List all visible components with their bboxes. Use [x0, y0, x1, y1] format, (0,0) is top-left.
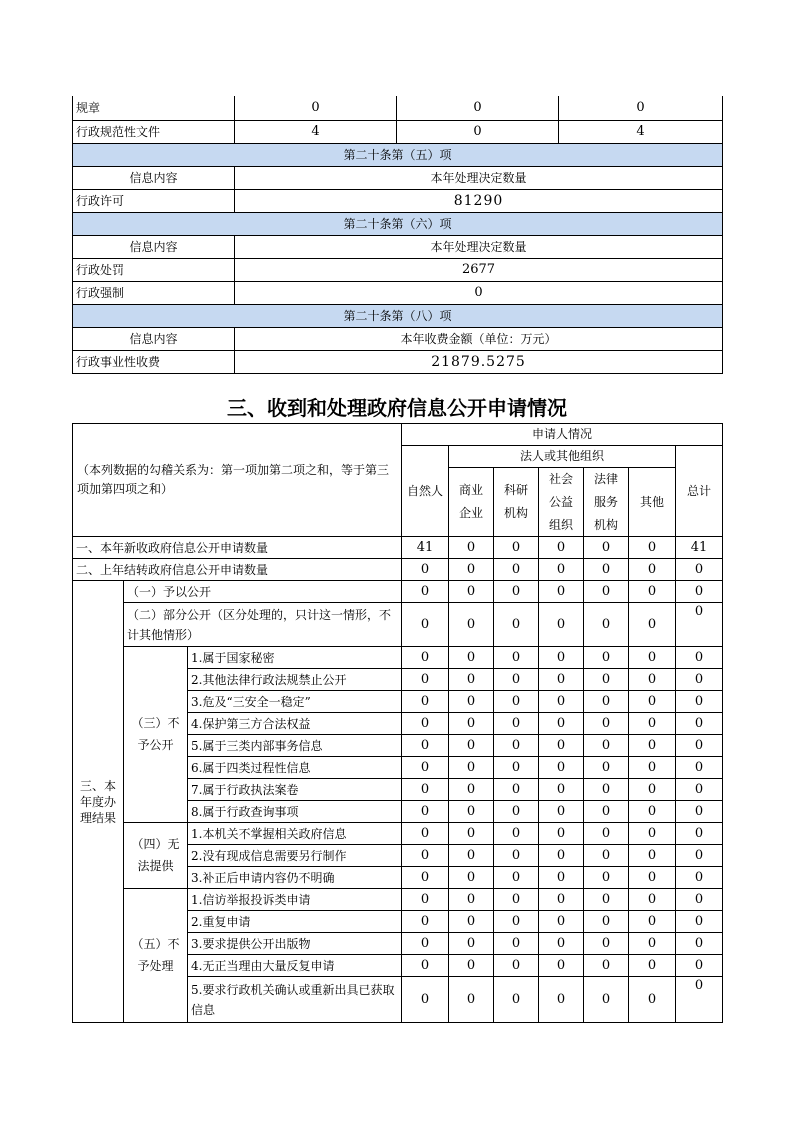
- cell-value: 0: [676, 669, 723, 691]
- cell-value: 0: [449, 955, 494, 977]
- table-row: [73, 259, 723, 282]
- row-label: 2.其他法律行政法规禁止公开: [188, 669, 402, 691]
- header-row: [73, 424, 723, 446]
- row-label: 8.属于行政查询事项: [188, 801, 402, 823]
- cell-value: 0: [676, 713, 723, 735]
- column-header: 信息内容: [73, 328, 235, 351]
- row-label: 行政强制: [73, 282, 235, 305]
- cell-value: 0: [235, 96, 397, 121]
- cell-value: 21879.5275: [235, 351, 723, 374]
- cell-value: 0: [494, 801, 539, 823]
- cell-value: 0: [584, 801, 629, 823]
- applicant-header: 申请人情况: [402, 424, 723, 446]
- cell-value: 0: [494, 779, 539, 801]
- cell-value: 0: [539, 581, 584, 603]
- cell-value: 0: [402, 559, 449, 581]
- cell-value: 0: [584, 889, 629, 911]
- cell-value: 0: [494, 867, 539, 889]
- col-social: 社会公益组织: [539, 468, 584, 537]
- cell-value: 0: [494, 977, 539, 1023]
- group-3-5-label: （五）不予处理: [124, 889, 188, 1023]
- cell-value: 0: [449, 647, 494, 669]
- cell-value: 0: [629, 537, 676, 559]
- cell-value: 0: [449, 713, 494, 735]
- row-label: 4.无正当理由大量反复申请: [188, 955, 402, 977]
- cell-value: 0: [584, 647, 629, 669]
- balance-note: （本列数据的勾稽关系为：第一项加第二项之和，等于第三项加第四项之和）: [73, 424, 402, 537]
- cell-value: 0: [676, 559, 723, 581]
- row-label: 2.重复申请: [188, 911, 402, 933]
- cell-value: 0: [676, 933, 723, 955]
- cell-value: 0: [539, 801, 584, 823]
- cell-value: 0: [449, 691, 494, 713]
- cell-value: 0: [584, 735, 629, 757]
- table-row: [73, 581, 723, 603]
- cell-value: 0: [494, 757, 539, 779]
- row-label: （二）部分公开（区分处理的，只计这一情形，不计其他情形）: [124, 603, 402, 647]
- cell-value: 0: [494, 691, 539, 713]
- row-label: 3.危及“三安全一稳定”: [188, 691, 402, 713]
- cell-value: 0: [449, 845, 494, 867]
- cell-value: 0: [539, 559, 584, 581]
- cell-value: 0: [539, 713, 584, 735]
- cell-value: 0: [402, 955, 449, 977]
- column-header: 本年处理决定数量: [235, 236, 723, 259]
- table-row: [73, 190, 723, 213]
- cell-value: 0: [402, 691, 449, 713]
- table-row: [73, 889, 723, 911]
- cell-value: 0: [539, 757, 584, 779]
- cell-value: 0: [539, 691, 584, 713]
- cell-value: 0: [449, 801, 494, 823]
- row-label: 一、本年新收政府信息公开申请数量: [73, 537, 402, 559]
- cell-value: 0: [676, 779, 723, 801]
- cell-value: 0: [402, 845, 449, 867]
- table-row: [73, 647, 723, 669]
- cell-value: 0: [449, 889, 494, 911]
- column-header-row: [73, 328, 723, 351]
- cell-value: 41: [402, 537, 449, 559]
- cell-value: 0: [584, 559, 629, 581]
- cell-value: 4: [235, 121, 397, 144]
- cell-value: 0: [559, 96, 723, 121]
- cell-value: 0: [494, 933, 539, 955]
- row-label: 1.属于国家秘密: [188, 647, 402, 669]
- cell-value: 0: [494, 955, 539, 977]
- cell-value: 0: [449, 779, 494, 801]
- cell-value: 0: [629, 911, 676, 933]
- cell-value: 0: [494, 845, 539, 867]
- cell-value: 0: [539, 867, 584, 889]
- row-label: 规章: [73, 96, 235, 121]
- cell-value: 0: [629, 647, 676, 669]
- cell-value: 0: [584, 581, 629, 603]
- row-label: 行政处罚: [73, 259, 235, 282]
- cell-value: 0: [539, 647, 584, 669]
- cell-value: 0: [539, 537, 584, 559]
- cell-value: 0: [539, 735, 584, 757]
- cell-value: 0: [676, 955, 723, 977]
- cell-value: 0: [629, 889, 676, 911]
- cell-value: 0: [402, 823, 449, 845]
- row-label: 7.属于行政执法案卷: [188, 779, 402, 801]
- table-row: [73, 823, 723, 845]
- cell-value: 0: [584, 911, 629, 933]
- cell-value: 0: [676, 801, 723, 823]
- cell-value: 0: [676, 735, 723, 757]
- cell-value: 0: [494, 581, 539, 603]
- article-8-title: 第二十条第（八）项: [73, 305, 723, 328]
- col-business: 商业企业: [449, 468, 494, 537]
- column-header: 本年收费金额（单位：万元）: [235, 328, 723, 351]
- cell-value: 0: [402, 801, 449, 823]
- group-3-4-label: （四）无法提供: [124, 823, 188, 889]
- cell-value: 0: [402, 669, 449, 691]
- table-row: [73, 121, 723, 144]
- cell-value: 0: [584, 977, 629, 1023]
- cell-value: 0: [629, 581, 676, 603]
- col-research: 科研机构: [494, 468, 539, 537]
- cell-value: 0: [629, 559, 676, 581]
- cell-value: 0: [449, 537, 494, 559]
- cell-value: 0: [402, 867, 449, 889]
- disclosure-stats-table: [72, 96, 723, 374]
- cell-value: 0: [449, 603, 494, 647]
- cell-value: 41: [676, 537, 723, 559]
- table-row: [73, 603, 723, 647]
- cell-value: 0: [494, 603, 539, 647]
- cell-value: 0: [629, 735, 676, 757]
- cell-value: 0: [397, 121, 559, 144]
- cell-value: 0: [629, 933, 676, 955]
- cell-value: 0: [235, 282, 723, 305]
- cell-value: 0: [676, 757, 723, 779]
- cell-value: 0: [449, 559, 494, 581]
- article-5-title: 第二十条第（五）项: [73, 144, 723, 167]
- column-header: 信息内容: [73, 167, 235, 190]
- cell-value: 0: [397, 96, 559, 121]
- row-label: 行政事业性收费: [73, 351, 235, 374]
- cell-value: 0: [584, 933, 629, 955]
- cell-value: 0: [402, 889, 449, 911]
- cell-value: 0: [449, 669, 494, 691]
- group-3-3-label: （三）不予公开: [124, 647, 188, 823]
- cell-value: 0: [629, 713, 676, 735]
- row-label: 2.没有现成信息需要另行制作: [188, 845, 402, 867]
- legal-group-header: 法人或其他组织: [449, 446, 676, 468]
- cell-value: 0: [584, 955, 629, 977]
- col-natural-person: 自然人: [402, 446, 449, 537]
- cell-value: 0: [584, 845, 629, 867]
- section-3-heading: 三、收到和处理政府信息公开申请情况: [227, 396, 567, 420]
- table-row: [73, 96, 723, 121]
- cell-value: 0: [539, 845, 584, 867]
- column-header-row: [73, 236, 723, 259]
- cell-value: 0: [449, 735, 494, 757]
- col-other: 其他: [629, 468, 676, 537]
- cell-value: 0: [584, 757, 629, 779]
- cell-value: 0: [402, 647, 449, 669]
- cell-value: 0: [402, 977, 449, 1023]
- cell-value: 0: [449, 867, 494, 889]
- cell-value: 0: [539, 779, 584, 801]
- cell-value: 0: [629, 779, 676, 801]
- cell-value: 0: [676, 889, 723, 911]
- cell-value: 0: [629, 669, 676, 691]
- cell-value: 0: [494, 713, 539, 735]
- row-label: 3.补正后申请内容仍不明确: [188, 867, 402, 889]
- cell-value: 0: [584, 823, 629, 845]
- cell-value: 0: [629, 691, 676, 713]
- cell-value: 0: [676, 691, 723, 713]
- cell-value: 0: [629, 867, 676, 889]
- col-law: 法律服务机构: [584, 468, 629, 537]
- cell-value: 0: [676, 603, 723, 647]
- cell-value: 0: [494, 537, 539, 559]
- cell-value: 0: [584, 691, 629, 713]
- row-label: 行政许可: [73, 190, 235, 213]
- cell-value: 0: [494, 559, 539, 581]
- row-label: 5.属于三类内部事务信息: [188, 735, 402, 757]
- row-label: 5.要求行政机关确认或重新出具已获取信息: [188, 977, 402, 1023]
- table-row: [73, 559, 723, 581]
- cell-value: 0: [676, 581, 723, 603]
- row-label: 4.保护第三方合法权益: [188, 713, 402, 735]
- row-label: 3.要求提供公开出版物: [188, 933, 402, 955]
- section-header-row: [73, 213, 723, 236]
- cell-value: 0: [539, 977, 584, 1023]
- cell-value: 0: [449, 933, 494, 955]
- cell-value: 4: [559, 121, 723, 144]
- cell-value: 0: [402, 911, 449, 933]
- cell-value: 0: [676, 867, 723, 889]
- cell-value: 0: [539, 911, 584, 933]
- cell-value: 2677: [235, 259, 723, 282]
- cell-value: 0: [629, 801, 676, 823]
- row-label: 二、上年结转政府信息公开申请数量: [73, 559, 402, 581]
- row-label: 行政规范性文件: [73, 121, 235, 144]
- cell-value: 0: [539, 669, 584, 691]
- table-row: [73, 282, 723, 305]
- cell-value: 0: [494, 669, 539, 691]
- cell-value: 0: [494, 889, 539, 911]
- row-label: 1.信访举报投诉类申请: [188, 889, 402, 911]
- cell-value: 0: [676, 911, 723, 933]
- section-header-row: [73, 305, 723, 328]
- cell-value: 0: [539, 933, 584, 955]
- cell-value: 0: [539, 603, 584, 647]
- cell-value: 0: [494, 647, 539, 669]
- article-6-title: 第二十条第（六）项: [73, 213, 723, 236]
- cell-value: 0: [449, 757, 494, 779]
- cell-value: 0: [676, 647, 723, 669]
- cell-value: 0: [584, 713, 629, 735]
- cell-value: 0: [629, 603, 676, 647]
- cell-value: 0: [402, 933, 449, 955]
- cell-value: 0: [584, 537, 629, 559]
- cell-value: 0: [494, 823, 539, 845]
- column-header: 本年处理决定数量: [235, 167, 723, 190]
- cell-value: 0: [449, 823, 494, 845]
- cell-value: 0: [676, 823, 723, 845]
- cell-value: 0: [629, 955, 676, 977]
- column-header: 信息内容: [73, 236, 235, 259]
- cell-value: 0: [584, 603, 629, 647]
- cell-value: 0: [629, 845, 676, 867]
- cell-value: 0: [676, 845, 723, 867]
- cell-value: 0: [402, 603, 449, 647]
- table-row: [73, 351, 723, 374]
- cell-value: 0: [494, 735, 539, 757]
- cell-value: 0: [402, 757, 449, 779]
- cell-value: 0: [539, 955, 584, 977]
- row-label: （一）予以公开: [124, 581, 402, 603]
- cell-value: 0: [539, 889, 584, 911]
- cell-value: 0: [629, 757, 676, 779]
- cell-value: 0: [629, 977, 676, 1023]
- cell-value: 0: [584, 779, 629, 801]
- cell-value: 0: [402, 735, 449, 757]
- group-3-label: 三、本年度办理结果: [73, 581, 124, 1023]
- row-label: 1.本机关不掌握相关政府信息: [188, 823, 402, 845]
- cell-value: 0: [449, 911, 494, 933]
- cell-value: 0: [539, 823, 584, 845]
- section-header-row: [73, 144, 723, 167]
- column-header-row: [73, 167, 723, 190]
- cell-value: 81290: [235, 190, 723, 213]
- cell-value: 0: [449, 977, 494, 1023]
- cell-value: 0: [629, 823, 676, 845]
- cell-value: 0: [402, 581, 449, 603]
- application-stats-table: [72, 423, 723, 1023]
- cell-value: 0: [402, 779, 449, 801]
- cell-value: 0: [449, 581, 494, 603]
- cell-value: 0: [402, 713, 449, 735]
- cell-value: 0: [584, 867, 629, 889]
- row-label: 6.属于四类过程性信息: [188, 757, 402, 779]
- col-total: 总计: [676, 446, 723, 537]
- table-row: [73, 537, 723, 559]
- cell-value: 0: [494, 911, 539, 933]
- cell-value: 0: [584, 669, 629, 691]
- cell-value: 0: [676, 977, 723, 1023]
